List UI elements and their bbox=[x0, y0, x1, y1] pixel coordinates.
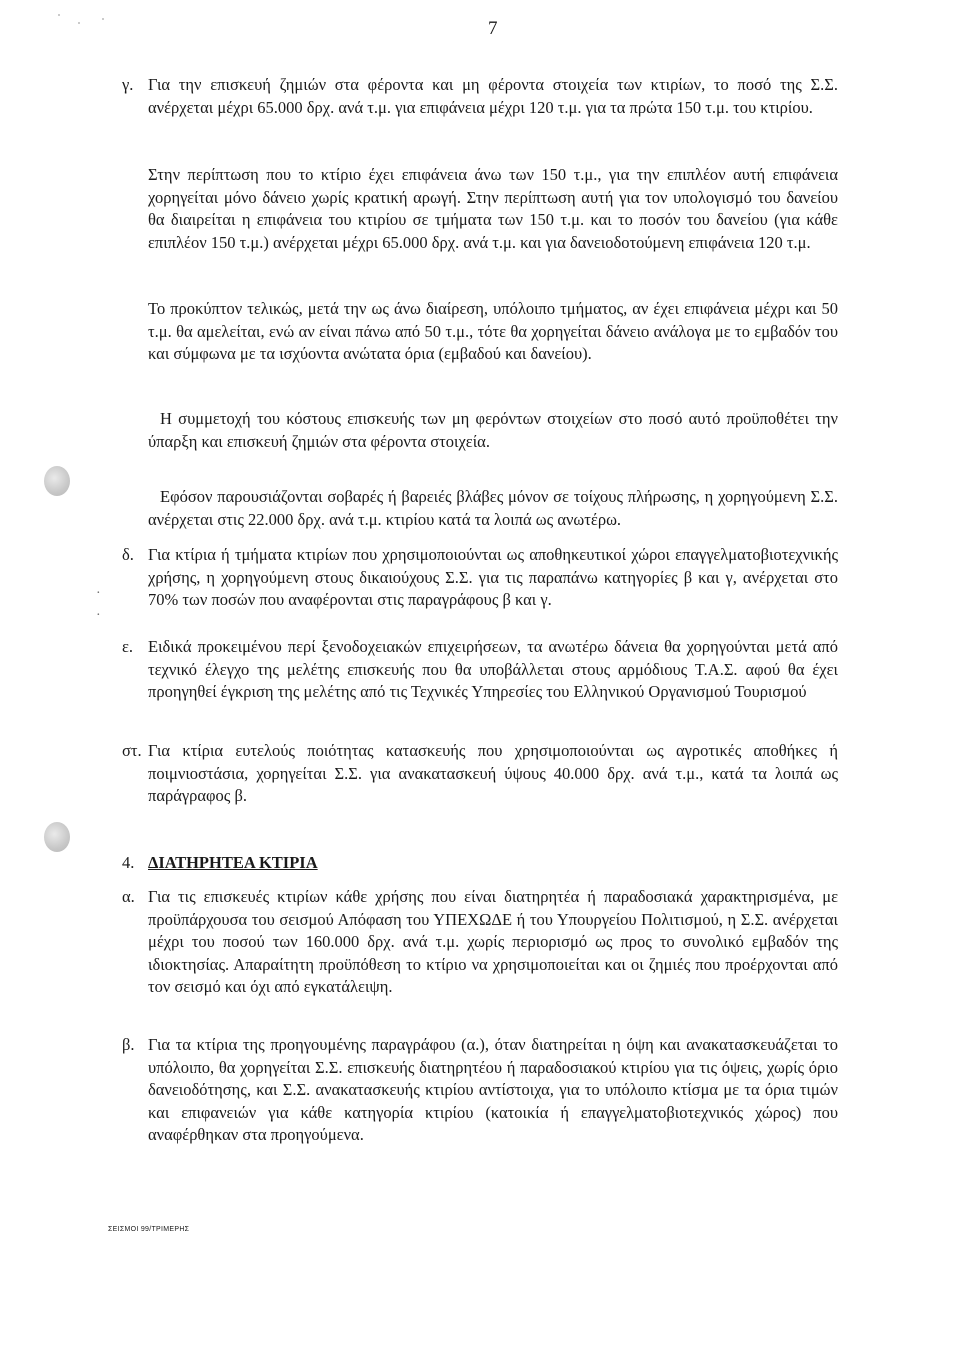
paragraph-gamma-remainder: Το προκύπτον τελικώς, μετά την ως άνω διαίρεση, υπόλοιπο τμήματος, αν έχει επιφάνεια μέχρι και 50 τ.μ. θα αμελείται, ενώ αν είναι πάνω από 50 τ.μ., τότε θα χορηγείται δάνειο ανάλογα με το εμβαδόν του και σύμφωνα με τα ισχύοντα ανώτατα όρια (εμβαδού και δανείου). bbox=[148, 299, 838, 363]
scan-speck bbox=[78, 22, 80, 24]
paragraph-gamma-nonbearing: Η συμμετοχή του κόστους επισκευής των μη φερόντων στοιχείων στο ποσό αυτό προϋποθέτει την ύπαρξη και επισκευή ζημιών στα φέροντα στοιχεία. bbox=[148, 409, 838, 451]
margin-mark: · bbox=[96, 586, 101, 601]
margin-mark: · bbox=[96, 608, 101, 623]
paragraph-epsilon: Ειδικά προκειμένου περί ξενοδοχειακών επιχειρήσεων, τα ανωτέρω δάνεια θα χορηγούνται μετά από τεχνικό έλεγχο της μελέτης επισκευής που θα υποβάλλεται στους αρμόδιους Τ.Α.Σ. αφού θα έχει προηγηθεί έγκριση της μελέτης από τις Τεχνικές Υπηρεσίες του Ελληνικού Οργανισμού Τουρισμού bbox=[148, 637, 838, 701]
paragraph-gamma-area-over-150: Στην περίπτωση που το κτίριο έχει επιφάνεια άνω των 150 τ.μ., για την επιπλέον αυτή επιφάνεια χορηγείται μόνο δάνειο χωρίς κρατική αρωγή. Στην περίπτωση αυτή για τον υπολογισμό του δανείου θα διαιρείται η επιφάνεια του κτιρίου σε τμήματα των 150 τ.μ. και το ποσόν του δανείου (για κάθε επιπλέον 150 τ.μ.) ανέρχεται μέχρι 65.000 δρχ. ανά τ.μ. και για δανειοδοτούμενη επιφάνεια 120 τ.μ. bbox=[148, 165, 838, 252]
punch-hole bbox=[44, 822, 70, 852]
paragraph-gamma: Για την επισκευή ζημιών στα φέροντα και μη φέροντα στοιχεία των κτιρίων, το ποσό της Σ.Σ. ανέρχεται μέχρι 65.000 δρχ. ανά τ.μ. για επιφάνεια μέχρι 120 τ.μ. για τα πρώτα 150 τ.μ. του κτιρίου. bbox=[148, 75, 838, 117]
paragraph-st: Για κτίρια ευτελούς ποιότητας κατασκευής που χρησιμοποιούνται ως αγροτικές αποθήκες ή ποιμνιοστάσια, χορηγείται Σ.Σ. για ανακατασκευή ύψους 40.000 δρχ. ανά τ.μ., κατά τα λοιπά ως παράγραφος β. bbox=[148, 741, 838, 805]
paragraph-delta: Για κτίρια ή τμήματα κτιρίων που χρησιμοποιούνται ως αποθηκευτικοί χώροι επαγγελματοβιοτεχνικής χρήσης, η χορηγούμενη στους δικαιούχους Σ.Σ. για τις παραπάνω κατηγορίες β και γ, ανέρχεται στο 70% των ποσών που αναφέρονται στις παραγράφους β και γ. bbox=[148, 545, 838, 609]
scan-speck bbox=[58, 14, 60, 16]
paragraph-beta: Για τα κτίρια της προηγουμένης παραγράφου (α.), όταν διατηρείται η όψη και ανακατασκευάζεται το υπόλοιπο, θα χορηγείται Σ.Σ. επισκευής διατηρητέου ή παραδοσιακού κτιρίου για τις όψεις, χωρίς όριο δανειοδότησης, και Σ.Σ. ανακατασκευής κτιρίου αντίστοιχα, για το υπόλοιπο κτίσμα με τα όρια τιμών και επιφανειών για κάθε κατηγορία κτιρίου (κατοικία ή επαγγελματοβιοτεχνικός χώρος) που αναφέρθηκαν στα προηγούμενα. bbox=[148, 1035, 838, 1144]
paragraph-alpha: Για τις επισκευές κτιρίων κάθε χρήσης που είναι διατηρητέα ή παραδοσιακά χαρακτηρισμένα, με προϋπάρχουσα του σεισμού Απόφαση του ΥΠΕΧΩΔΕ ή του Υπουργείου Πολιτισμού, η Σ.Σ. ανέρχεται μέχρι του ποσού των 160.000 δρχ. ανά τ.μ. χωρίς περιορισμό ως προς το συνολικό εμβαδόν της ιδιοκτησίας. Απαραίτητη προϋπόθεση το κτίριο να χρησιμοποιείται και οι ζημιές που προέρχονται από τον σεισμό και όχι από εγκατάλειψη. bbox=[148, 887, 838, 996]
section-number: 4. bbox=[122, 853, 135, 872]
page-number: 7 bbox=[488, 18, 498, 39]
item-marker-st: στ. bbox=[122, 741, 142, 760]
item-marker-epsilon: ε. bbox=[122, 637, 134, 656]
item-marker-delta: δ. bbox=[122, 545, 134, 564]
item-marker-beta: β. bbox=[122, 1035, 135, 1054]
punch-hole bbox=[44, 466, 70, 496]
section-title: ΔΙΑΤΗΡΗΤΕΑ ΚΤΙΡΙΑ bbox=[148, 853, 318, 872]
item-marker-alpha: α. bbox=[122, 887, 135, 906]
item-marker-gamma: γ. bbox=[122, 75, 134, 94]
footer-note: ΣΕΙΣΜΟΙ 99/ΤΡΙΜΕΡΗΣ bbox=[108, 1226, 190, 1233]
paragraph-gamma-infill-walls: Εφόσον παρουσιάζονται σοβαρές ή βαρειές βλάβες μόνον σε τοίχους πλήρωσης, η χορηγούμενη Σ.Σ. ανέρχεται στις 22.000 δρχ. ανά τ.μ. κτιρίου κατά τα λοιπά ως ανωτέρω. bbox=[148, 487, 838, 529]
scan-speck bbox=[102, 18, 104, 20]
